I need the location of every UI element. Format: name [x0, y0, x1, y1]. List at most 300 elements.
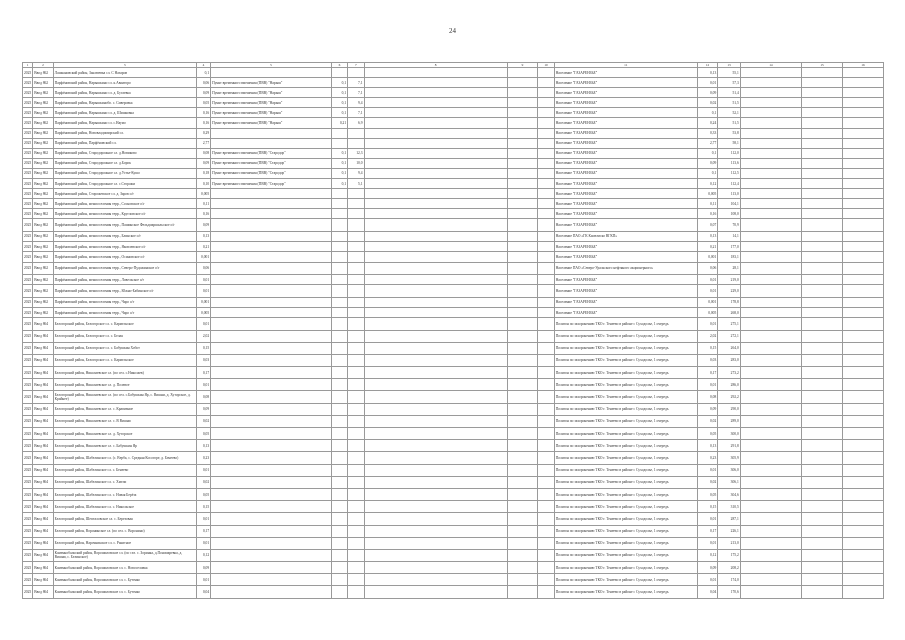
cell-year: 2025	[23, 148, 33, 158]
cell-owner: Полигон по захоронению ТКО г. Тенеево в районе с Суходолье, 1 очередь	[554, 330, 697, 342]
cell-len: 0,15	[196, 342, 210, 354]
empty-cell	[364, 464, 507, 476]
empty-cell	[538, 342, 554, 354]
empty-cell	[538, 88, 554, 98]
cell-year: 2025	[23, 138, 33, 148]
cell-len: 0,08	[196, 148, 210, 158]
cell-v2: 51,4	[718, 88, 740, 98]
cell-v1: 0,13	[697, 231, 717, 241]
cell-q2	[348, 440, 364, 452]
empty-cell	[843, 219, 884, 231]
cell-name: Лашкановский район, Заклюевка сл. С Назаров	[53, 68, 196, 78]
empty-cell	[364, 354, 507, 366]
cell-year: 2025	[23, 168, 33, 178]
cell-owner: Полигон по захоронению ТКО г. Тенеево в районе с Суходолье, 1 очередь	[554, 379, 697, 391]
cell-code: Ввод 862	[33, 98, 53, 108]
empty-cell	[364, 128, 507, 138]
cell-q1	[331, 537, 347, 549]
cell-year: 2025	[23, 586, 33, 598]
empty-cell	[843, 452, 884, 464]
empty-cell	[740, 179, 801, 189]
empty-cell	[843, 98, 884, 108]
cell-code: Ввод 862	[33, 68, 53, 78]
cell-len: 2,02	[196, 330, 210, 342]
table-row	[23, 78, 884, 88]
empty-cell	[364, 367, 507, 379]
cell-q1	[331, 440, 347, 452]
empty-cell	[364, 307, 507, 317]
cell-owner: Полигон по захоронению ТКО г. Тенеево в районе с Суходолье, 1 очередь	[554, 562, 697, 574]
empty-cell	[802, 440, 843, 452]
cell-year: 2025	[23, 354, 33, 366]
cell-year: 2025	[23, 549, 33, 561]
cell-q2	[348, 68, 364, 78]
cell-len: 0,005	[196, 307, 210, 317]
cell-q2	[348, 379, 364, 391]
empty-cell	[843, 574, 884, 586]
cell-q2: 9,4	[348, 98, 364, 108]
empty-cell	[507, 476, 538, 488]
table-row	[23, 98, 884, 108]
cell-point: Пункт временного вмешения (ПВВ) "Стародор"	[211, 168, 332, 178]
cell-len: 0,10	[196, 179, 210, 189]
empty-cell	[538, 231, 554, 241]
empty-cell	[740, 403, 801, 415]
empty-cell	[538, 403, 554, 415]
column-header: 5	[211, 63, 332, 68]
empty-cell	[507, 285, 538, 297]
cell-code: Ввод 862	[33, 219, 53, 231]
empty-cell	[507, 525, 538, 537]
empty-cell	[740, 586, 801, 598]
column-header: 15	[802, 63, 843, 68]
cell-q2	[348, 241, 364, 251]
cell-q2	[348, 367, 364, 379]
cell-code: Ввод 864	[33, 476, 53, 488]
cell-name: Белогорский район, Белогорское сл. с. Белая	[53, 330, 196, 342]
empty-cell	[364, 148, 507, 158]
cell-v1: 0,11	[697, 199, 717, 209]
cell-code: Ввод 862	[33, 274, 53, 284]
cell-q1	[331, 209, 347, 219]
cell-code: Ввод 862	[33, 307, 53, 317]
empty-cell	[843, 367, 884, 379]
cell-len: 0,01	[196, 285, 210, 297]
cell-len: 0,03	[196, 354, 210, 366]
cell-v2: 304,6	[718, 488, 740, 500]
table-row	[23, 367, 884, 379]
cell-v2: 53,8	[718, 128, 740, 138]
cell-v2: 286,0	[718, 379, 740, 391]
empty-cell	[538, 274, 554, 284]
empty-cell	[740, 367, 801, 379]
cell-year: 2025	[23, 415, 33, 427]
cell-name: Парфёновский район, Нарышкино сл. с.Наумо	[53, 118, 196, 128]
cell-owner: Население "ГАЗАРЕНЗЬЕ"	[554, 252, 697, 262]
table-row	[23, 219, 884, 231]
cell-code: Ввод 864	[33, 537, 53, 549]
cell-v1: 0,15	[697, 501, 717, 513]
cell-v2: 174,0	[718, 574, 740, 586]
cell-q2	[348, 297, 364, 307]
cell-v2: 28,1	[718, 262, 740, 274]
cell-point	[211, 285, 332, 297]
empty-cell	[802, 513, 843, 525]
cell-q2: 6,9	[348, 118, 364, 128]
cell-v2: 283,0	[718, 354, 740, 366]
empty-cell	[740, 452, 801, 464]
cell-point	[211, 415, 332, 427]
cell-year: 2025	[23, 179, 33, 189]
empty-cell	[364, 168, 507, 178]
cell-name: Парфёновский район, межпоселения терр., Осиновское о/г	[53, 252, 196, 262]
cell-v2: 264,0	[718, 342, 740, 354]
empty-cell	[740, 219, 801, 231]
table-row	[23, 285, 884, 297]
empty-cell	[364, 231, 507, 241]
empty-cell	[364, 158, 507, 168]
table-row	[23, 428, 884, 440]
empty-cell	[507, 415, 538, 427]
cell-point: Пункт временного вмешения (ПВВ) "Нарыш"	[211, 78, 332, 88]
empty-cell	[802, 586, 843, 598]
empty-cell	[364, 440, 507, 452]
cell-q1	[331, 513, 347, 525]
cell-owner: Полигон по захоронению ТКО г. Тенеево в районе с Суходолье, 1 очередь	[554, 464, 697, 476]
empty-cell	[507, 403, 538, 415]
empty-cell	[802, 68, 843, 78]
empty-cell	[740, 562, 801, 574]
cell-v2: 287,1	[718, 513, 740, 525]
cell-code: Ввод 864	[33, 574, 53, 586]
cell-v2: 226,1	[718, 525, 740, 537]
cell-q1	[331, 318, 347, 330]
cell-v2: 275,1	[718, 318, 740, 330]
cell-v1: 0,16	[697, 209, 717, 219]
empty-cell	[802, 428, 843, 440]
cell-q2	[348, 452, 364, 464]
cell-q1	[331, 476, 347, 488]
cell-point	[211, 199, 332, 209]
empty-cell	[538, 297, 554, 307]
empty-cell	[507, 488, 538, 500]
empty-cell	[364, 391, 507, 403]
empty-cell	[538, 179, 554, 189]
empty-cell	[802, 231, 843, 241]
empty-cell	[538, 428, 554, 440]
cell-q1	[331, 128, 347, 138]
empty-cell	[802, 342, 843, 354]
cell-q1	[331, 189, 347, 199]
cell-v2: 291,8	[718, 440, 740, 452]
empty-cell	[538, 252, 554, 262]
empty-cell	[740, 525, 801, 537]
cell-len: 0,01	[196, 274, 210, 284]
cell-v1: 0,21	[697, 241, 717, 251]
cell-q2	[348, 231, 364, 241]
cell-code: Ввод 862	[33, 262, 53, 274]
cell-v1: 0,005	[697, 307, 717, 317]
cell-q2	[348, 330, 364, 342]
empty-cell	[364, 562, 507, 574]
cell-owner: Полигон по захоронению ТКО г. Тенеево в районе с Суходолье, 1 очередь	[554, 452, 697, 464]
cell-q2	[348, 403, 364, 415]
empty-cell	[843, 168, 884, 178]
empty-cell	[507, 513, 538, 525]
cell-q2: 9,4	[348, 168, 364, 178]
empty-cell	[507, 231, 538, 241]
empty-cell	[538, 440, 554, 452]
cell-v1: 0,1	[697, 108, 717, 118]
empty-cell	[843, 138, 884, 148]
cell-year: 2025	[23, 108, 33, 118]
empty-cell	[802, 138, 843, 148]
cell-v1: 0,09	[697, 562, 717, 574]
cell-v1: 0,09	[697, 88, 717, 98]
empty-cell	[802, 108, 843, 118]
table-row	[23, 274, 884, 284]
cell-q2	[348, 219, 364, 231]
cell-name: Белогорский район, Шабелинское сл. (с. Верба, с. Средняя Косогоре, д. Бенеево)	[53, 452, 196, 464]
cell-v2: 306,0	[718, 464, 740, 476]
cell-q1	[331, 452, 347, 464]
empty-cell	[740, 307, 801, 317]
empty-cell	[364, 138, 507, 148]
table-row	[23, 464, 884, 476]
cell-point	[211, 476, 332, 488]
cell-year: 2025	[23, 501, 33, 513]
cell-year: 2025	[23, 318, 33, 330]
table-row	[23, 415, 884, 427]
cell-q1	[331, 262, 347, 274]
cell-name: Белогорский район, Нарочникское сл. с. Ракитное	[53, 537, 196, 549]
cell-code: Ввод 864	[33, 513, 53, 525]
empty-cell	[843, 488, 884, 500]
table-row	[23, 252, 884, 262]
cell-v1: 0,06	[697, 262, 717, 274]
table-row	[23, 148, 884, 158]
cell-year: 2025	[23, 88, 33, 98]
empty-cell	[364, 285, 507, 297]
cell-code: Ввод 862	[33, 168, 53, 178]
cell-point	[211, 189, 332, 199]
cell-code: Ввод 862	[33, 252, 53, 262]
cell-v2: 177,0	[718, 241, 740, 251]
cell-v1: 0,15	[697, 342, 717, 354]
cell-owner: Население "ГАЗАРЕНЗЬЕ"	[554, 148, 697, 158]
cell-v2: 268,0	[718, 307, 740, 317]
cell-point	[211, 342, 332, 354]
cell-point	[211, 262, 332, 274]
table-row	[23, 513, 884, 525]
cell-name: Белогорский район, Николаевское сл. с. В Вишни	[53, 415, 196, 427]
empty-cell	[507, 252, 538, 262]
table-row	[23, 330, 884, 342]
empty-cell	[364, 452, 507, 464]
cell-point	[211, 488, 332, 500]
empty-cell	[538, 158, 554, 168]
cell-year: 2025	[23, 307, 33, 317]
cell-point	[211, 128, 332, 138]
cell-v1: 0,02	[697, 415, 717, 427]
cell-code: Ввод 862	[33, 128, 53, 138]
cell-owner: Полигон по захоронению ТКО г. Тенеево в районе с Суходолье, 1 очередь	[554, 501, 697, 513]
empty-cell	[802, 252, 843, 262]
empty-cell	[364, 330, 507, 342]
cell-year: 2025	[23, 342, 33, 354]
cell-q1	[331, 379, 347, 391]
cell-v1: 0,01	[697, 318, 717, 330]
cell-year: 2025	[23, 379, 33, 391]
empty-cell	[843, 285, 884, 297]
cell-q1: 0,1	[331, 179, 347, 189]
empty-cell	[843, 537, 884, 549]
cell-name: Белогорский район, Николаевское сл. с. Крапивное	[53, 403, 196, 415]
cell-name: Белогорский район, Шабелинское сл. с. Никольское	[53, 501, 196, 513]
table-row	[23, 158, 884, 168]
table-row	[23, 88, 884, 98]
cell-owner: Население "ГАЗАРЕНЗЬЕ"	[554, 179, 697, 189]
empty-cell	[538, 379, 554, 391]
empty-cell	[364, 379, 507, 391]
table-row	[23, 318, 884, 330]
empty-cell	[507, 128, 538, 138]
cell-len: 0,01	[196, 537, 210, 549]
table-row	[23, 68, 884, 78]
cell-q2	[348, 476, 364, 488]
empty-cell	[507, 68, 538, 78]
empty-cell	[740, 285, 801, 297]
empty-cell	[538, 241, 554, 251]
cell-code: Ввод 864	[33, 354, 53, 366]
cell-q2	[348, 262, 364, 274]
cell-code: Ввод 864	[33, 403, 53, 415]
cell-owner: Население "ГАЗАРЕНЗЬЕ"	[554, 158, 697, 168]
cell-year: 2025	[23, 128, 33, 138]
cell-code: Ввод 864	[33, 379, 53, 391]
cell-v1: 0,12	[697, 549, 717, 561]
cell-point	[211, 274, 332, 284]
empty-cell	[802, 452, 843, 464]
cell-owner: Население "ГАЗАРЕНЗЬЕ"	[554, 168, 697, 178]
cell-owner: Полигон по захоронению ТКО г. Тенеево в районе с Суходолье, 1 очередь	[554, 586, 697, 598]
cell-q1: 0,1	[331, 158, 347, 168]
cell-v1: 0,24	[697, 118, 717, 128]
cell-code: Ввод 864	[33, 330, 53, 342]
cell-v1: 0,05	[697, 488, 717, 500]
cell-owner: Полигон по захоронению ТКО г. Тенеево в районе с Суходолье, 1 очередь	[554, 513, 697, 525]
empty-cell	[538, 525, 554, 537]
cell-q1: 0,1	[331, 168, 347, 178]
empty-cell	[364, 179, 507, 189]
table-row	[23, 209, 884, 219]
cell-v2: 58,1	[718, 138, 740, 148]
cell-v2: 292,2	[718, 391, 740, 403]
cell-len: 0,21	[196, 241, 210, 251]
cell-year: 2025	[23, 252, 33, 262]
cell-len: 0,16	[196, 108, 210, 118]
cell-q2	[348, 318, 364, 330]
empty-cell	[740, 330, 801, 342]
cell-point	[211, 138, 332, 148]
cell-year: 2025	[23, 189, 33, 199]
cell-name: Белогорский район, Николаевское сл. д. Полевое	[53, 379, 196, 391]
cell-len: 0,13	[196, 440, 210, 452]
cell-len: 0,17	[196, 367, 210, 379]
cell-q1: 0,21	[331, 118, 347, 128]
empty-cell	[364, 501, 507, 513]
empty-cell	[740, 513, 801, 525]
empty-cell	[740, 252, 801, 262]
cell-len: 0,05	[196, 428, 210, 440]
cell-point	[211, 501, 332, 513]
cell-owner: Население "ГАЗАРЕНЗЬЕ"	[554, 138, 697, 148]
empty-cell	[740, 274, 801, 284]
cell-v2: 112,4	[718, 179, 740, 189]
cell-v1: 0,1	[697, 148, 717, 158]
table-row	[23, 168, 884, 178]
empty-cell	[364, 549, 507, 561]
cell-v2: 14,1	[718, 231, 740, 241]
empty-cell	[507, 158, 538, 168]
empty-cell	[364, 476, 507, 488]
cell-code: Ввод 864	[33, 562, 53, 574]
cell-q1	[331, 330, 347, 342]
cell-q1	[331, 307, 347, 317]
cell-len: 0,02	[196, 476, 210, 488]
empty-cell	[538, 68, 554, 78]
cell-name: Каменнобалкский район, Ворошиловское сл. (по сел. с. Зоринка, д.Пономаревка, д. Вишни, с. Белинское)	[53, 549, 196, 561]
empty-cell	[538, 513, 554, 525]
empty-cell	[538, 488, 554, 500]
cell-v2: 208,2	[718, 562, 740, 574]
cell-q1	[331, 354, 347, 366]
cell-v1: 0,07	[697, 219, 717, 231]
cell-len: 0,16	[196, 118, 210, 128]
cell-q1: 0,1	[331, 88, 347, 98]
cell-len: 0,09	[196, 562, 210, 574]
cell-owner: Полигон по захоронению ТКО г. Тенеево в районе с Суходолье, 1 очередь	[554, 318, 697, 330]
cell-point	[211, 209, 332, 219]
cell-year: 2025	[23, 562, 33, 574]
cell-owner: Население ПАО «ГК Камелиско ВГКП»	[554, 231, 697, 241]
cell-name: Парфёновский район, межпоселения терр., Южно-Бабинское о/г	[53, 285, 196, 297]
cell-v1: 0,01	[697, 574, 717, 586]
cell-owner: Полигон по захоронению ТКО г. Тенеево в районе с Суходолье, 1 очередь	[554, 367, 697, 379]
cell-point	[211, 562, 332, 574]
cell-owner: Население "ГАЗАРЕНЗЬЕ"	[554, 189, 697, 199]
cell-q2	[348, 128, 364, 138]
empty-cell	[538, 562, 554, 574]
empty-cell	[740, 318, 801, 330]
cell-owner: Население "ГАЗАРЕНЗЬЕ"	[554, 118, 697, 128]
table-row	[23, 549, 884, 561]
cell-code: Ввод 862	[33, 148, 53, 158]
cell-v2: 310,5	[718, 501, 740, 513]
cell-point: Пункт временного вмешения (ПВВ) "Нарыш"	[211, 98, 332, 108]
cell-v1: 0,01	[697, 78, 717, 88]
empty-cell	[802, 78, 843, 88]
cell-point	[211, 330, 332, 342]
cell-owner: Население "ГАЗАРЕНЗЬЕ"	[554, 297, 697, 307]
cell-point	[211, 367, 332, 379]
cell-owner: Полигон по захоронению ТКО г. Тенеево в районе с Суходолье, 1 очередь	[554, 525, 697, 537]
empty-cell	[802, 367, 843, 379]
empty-cell	[740, 231, 801, 241]
cell-year: 2025	[23, 78, 33, 88]
empty-cell	[802, 262, 843, 274]
cell-v2: 55,1	[718, 68, 740, 78]
